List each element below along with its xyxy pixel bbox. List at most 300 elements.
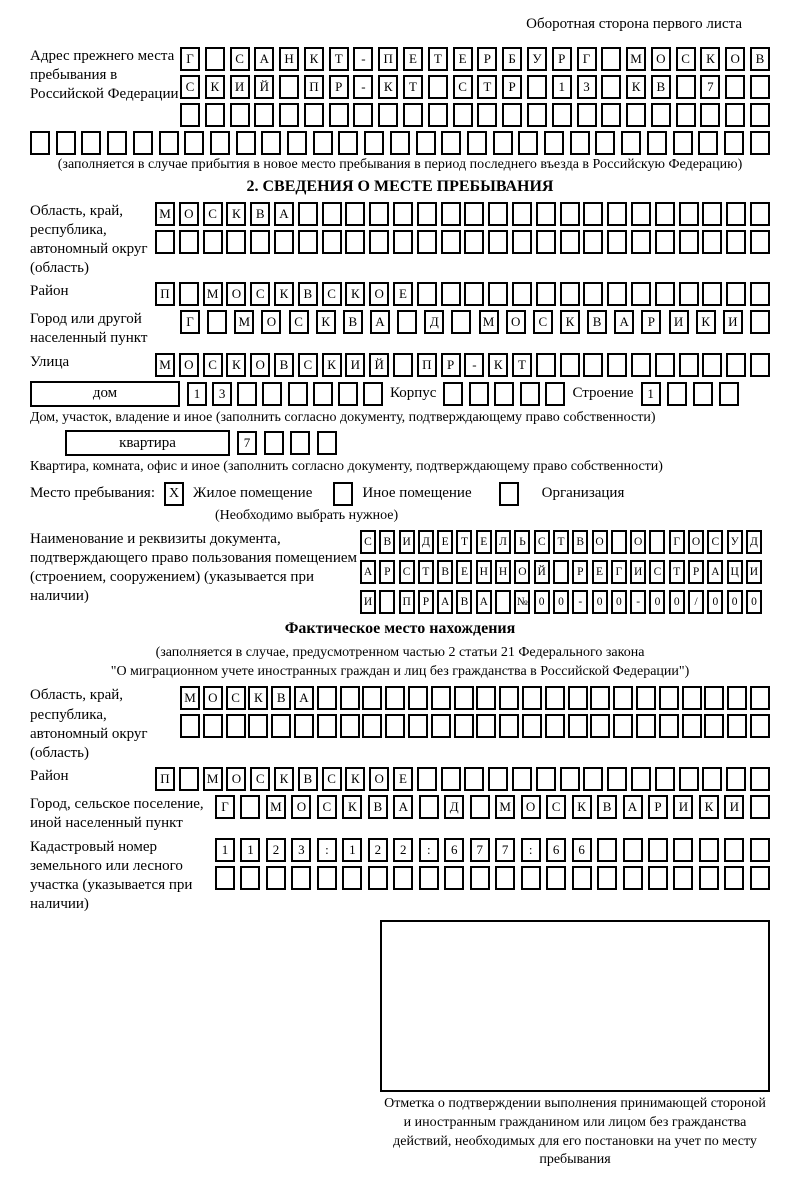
char-cell[interactable] — [502, 103, 522, 127]
char-cell[interactable] — [750, 838, 770, 862]
char-cell[interactable] — [179, 767, 199, 791]
char-cell[interactable] — [266, 866, 286, 890]
char-cell[interactable]: В — [379, 530, 395, 554]
char-cell[interactable] — [417, 202, 437, 226]
char-cell[interactable] — [408, 686, 428, 710]
char-cell[interactable]: 3 — [291, 838, 311, 862]
char-cell[interactable] — [464, 282, 484, 306]
char-cell[interactable] — [453, 103, 473, 127]
char-cell[interactable]: 0 — [746, 590, 762, 614]
char-cell[interactable] — [397, 310, 417, 334]
char-cell[interactable] — [659, 714, 679, 738]
char-cell[interactable]: 2 — [393, 838, 413, 862]
char-cell[interactable]: У — [527, 47, 547, 71]
char-cell[interactable] — [750, 282, 770, 306]
char-cell[interactable] — [682, 686, 702, 710]
char-cell[interactable] — [364, 131, 384, 155]
char-cell[interactable]: Б — [502, 47, 522, 71]
char-cell[interactable]: С — [226, 686, 246, 710]
char-cell[interactable]: Д — [418, 530, 434, 554]
char-cell[interactable]: Д — [444, 795, 464, 819]
char-cell[interactable]: О — [514, 560, 530, 584]
char-cell[interactable] — [702, 202, 722, 226]
char-cell[interactable] — [477, 103, 497, 127]
char-cell[interactable]: - — [572, 590, 588, 614]
char-cell[interactable] — [369, 230, 389, 254]
char-cell[interactable]: 2 — [368, 838, 388, 862]
char-cell[interactable]: Т — [477, 75, 497, 99]
char-cell[interactable]: Е — [393, 767, 413, 791]
char-cell[interactable]: Р — [572, 560, 588, 584]
char-cell[interactable]: Г — [611, 560, 627, 584]
char-cell[interactable] — [583, 353, 603, 377]
char-cell[interactable] — [210, 131, 230, 155]
char-cell[interactable] — [631, 282, 651, 306]
char-cell[interactable] — [205, 103, 225, 127]
char-cell[interactable]: Е — [456, 560, 472, 584]
char-cell[interactable]: 3 — [577, 75, 597, 99]
char-cell[interactable]: Р — [441, 353, 461, 377]
char-cell[interactable] — [702, 282, 722, 306]
char-cell[interactable] — [441, 767, 461, 791]
char-cell[interactable] — [648, 866, 668, 890]
char-cell[interactable] — [476, 686, 496, 710]
char-cell[interactable] — [428, 103, 448, 127]
char-cell[interactable]: О — [261, 310, 281, 334]
char-cell[interactable]: П — [304, 75, 324, 99]
char-cell[interactable] — [655, 353, 675, 377]
char-cell[interactable] — [704, 686, 724, 710]
char-cell[interactable] — [441, 282, 461, 306]
char-cell[interactable] — [544, 131, 564, 155]
char-cell[interactable] — [621, 131, 641, 155]
char-cell[interactable]: 3 — [212, 382, 232, 406]
char-cell[interactable] — [667, 382, 687, 406]
char-cell[interactable]: А — [393, 795, 413, 819]
char-cell[interactable] — [203, 230, 223, 254]
char-cell[interactable] — [536, 230, 556, 254]
char-cell[interactable] — [390, 131, 410, 155]
char-cell[interactable] — [595, 131, 615, 155]
char-cell[interactable] — [431, 714, 451, 738]
char-cell[interactable]: В — [298, 767, 318, 791]
char-cell[interactable]: Е — [453, 47, 473, 71]
char-cell[interactable]: С — [289, 310, 309, 334]
char-cell[interactable]: Т — [669, 560, 685, 584]
char-cell[interactable]: И — [345, 353, 365, 377]
char-cell[interactable] — [342, 866, 362, 890]
char-cell[interactable]: 0 — [669, 590, 685, 614]
char-cell[interactable]: С — [203, 202, 223, 226]
document-row-2[interactable] — [360, 560, 762, 584]
char-cell[interactable]: О — [291, 795, 311, 819]
char-cell[interactable] — [750, 866, 770, 890]
char-cell[interactable]: Т — [403, 75, 423, 99]
char-cell[interactable]: В — [587, 310, 607, 334]
char-cell[interactable]: 7 — [237, 431, 257, 455]
char-cell[interactable]: У — [727, 530, 743, 554]
char-cell[interactable] — [291, 866, 311, 890]
char-cell[interactable]: А — [623, 795, 643, 819]
char-cell[interactable] — [294, 714, 314, 738]
char-cell[interactable] — [655, 282, 675, 306]
char-cell[interactable] — [631, 202, 651, 226]
char-cell[interactable]: Е — [592, 560, 608, 584]
char-cell[interactable]: С — [534, 530, 550, 554]
char-cell[interactable]: К — [345, 767, 365, 791]
char-cell[interactable]: А — [707, 560, 723, 584]
char-cell[interactable]: Г — [577, 47, 597, 71]
char-cell[interactable] — [159, 131, 179, 155]
stroenie-row[interactable] — [641, 382, 739, 406]
char-cell[interactable]: Г — [215, 795, 235, 819]
char-cell[interactable] — [363, 382, 383, 406]
char-cell[interactable]: : — [419, 838, 439, 862]
char-cell[interactable] — [583, 202, 603, 226]
char-cell[interactable]: М — [495, 795, 515, 819]
char-cell[interactable] — [673, 866, 693, 890]
char-cell[interactable]: А — [294, 686, 314, 710]
char-cell[interactable] — [636, 686, 656, 710]
char-cell[interactable]: И — [723, 310, 743, 334]
char-cell[interactable] — [647, 131, 667, 155]
char-cell[interactable] — [417, 230, 437, 254]
char-cell[interactable] — [522, 714, 542, 738]
char-cell[interactable] — [655, 767, 675, 791]
char-cell[interactable] — [179, 230, 199, 254]
char-cell[interactable]: О — [521, 795, 541, 819]
char-cell[interactable] — [279, 75, 299, 99]
char-cell[interactable] — [329, 103, 349, 127]
char-cell[interactable]: Р — [552, 47, 572, 71]
char-cell[interactable] — [520, 382, 540, 406]
char-cell[interactable] — [750, 686, 770, 710]
char-cell[interactable]: П — [155, 767, 175, 791]
char-cell[interactable]: Т — [418, 560, 434, 584]
char-cell[interactable]: А — [274, 202, 294, 226]
char-cell[interactable]: О — [250, 353, 270, 377]
char-cell[interactable]: Т — [329, 47, 349, 71]
s2-district-row[interactable] — [155, 282, 770, 306]
char-cell[interactable]: А — [370, 310, 390, 334]
char-cell[interactable] — [700, 103, 720, 127]
char-cell[interactable] — [451, 310, 471, 334]
s2-street-row[interactable] — [155, 353, 770, 377]
char-cell[interactable] — [428, 75, 448, 99]
char-cell[interactable]: В — [271, 686, 291, 710]
char-cell[interactable]: П — [378, 47, 398, 71]
char-cell[interactable] — [107, 131, 127, 155]
char-cell[interactable]: О — [630, 530, 646, 554]
char-cell[interactable] — [279, 103, 299, 127]
char-cell[interactable]: К — [626, 75, 646, 99]
char-cell[interactable]: К — [226, 353, 246, 377]
char-cell[interactable] — [313, 382, 333, 406]
char-cell[interactable] — [298, 202, 318, 226]
char-cell[interactable] — [304, 103, 324, 127]
char-cell[interactable]: М — [234, 310, 254, 334]
char-cell[interactable] — [631, 230, 651, 254]
char-cell[interactable] — [369, 202, 389, 226]
char-cell[interactable]: О — [369, 282, 389, 306]
apartment-number-row[interactable] — [237, 431, 337, 455]
char-cell[interactable] — [553, 560, 569, 584]
char-cell[interactable]: : — [317, 838, 337, 862]
char-cell[interactable] — [378, 103, 398, 127]
char-cell[interactable]: В — [343, 310, 363, 334]
char-cell[interactable] — [750, 202, 770, 226]
char-cell[interactable]: К — [342, 795, 362, 819]
char-cell[interactable]: 1 — [187, 382, 207, 406]
char-cell[interactable] — [560, 202, 580, 226]
char-cell[interactable]: С — [322, 767, 342, 791]
char-cell[interactable] — [385, 686, 405, 710]
char-cell[interactable] — [521, 866, 541, 890]
char-cell[interactable] — [340, 714, 360, 738]
char-cell[interactable] — [403, 103, 423, 127]
prev-address-row-4[interactable] — [30, 131, 770, 155]
char-cell[interactable]: С — [707, 530, 723, 554]
char-cell[interactable] — [203, 714, 223, 738]
char-cell[interactable]: В — [750, 47, 770, 71]
char-cell[interactable]: О — [592, 530, 608, 554]
char-cell[interactable]: В — [250, 202, 270, 226]
char-cell[interactable] — [570, 131, 590, 155]
char-cell[interactable] — [454, 714, 474, 738]
char-cell[interactable]: 7 — [495, 838, 515, 862]
char-cell[interactable]: О — [203, 686, 223, 710]
prev-address-row-3[interactable] — [180, 103, 770, 127]
char-cell[interactable]: К — [274, 767, 294, 791]
char-cell[interactable] — [322, 202, 342, 226]
char-cell[interactable]: К — [304, 47, 324, 71]
char-cell[interactable]: С — [322, 282, 342, 306]
char-cell[interactable] — [230, 103, 250, 127]
char-cell[interactable] — [379, 590, 395, 614]
prev-address-row-2[interactable] — [180, 75, 770, 99]
char-cell[interactable] — [236, 131, 256, 155]
char-cell[interactable] — [467, 131, 487, 155]
char-cell[interactable]: А — [614, 310, 634, 334]
char-cell[interactable] — [464, 202, 484, 226]
char-cell[interactable] — [368, 866, 388, 890]
char-cell[interactable] — [431, 686, 451, 710]
char-cell[interactable]: 6 — [546, 838, 566, 862]
char-cell[interactable] — [702, 767, 722, 791]
char-cell[interactable]: 2 — [266, 838, 286, 862]
char-cell[interactable] — [179, 282, 199, 306]
char-cell[interactable] — [560, 767, 580, 791]
char-cell[interactable] — [226, 714, 246, 738]
char-cell[interactable]: Е — [393, 282, 413, 306]
char-cell[interactable] — [527, 75, 547, 99]
char-cell[interactable] — [726, 282, 746, 306]
char-cell[interactable] — [727, 686, 747, 710]
char-cell[interactable]: 6 — [572, 838, 592, 862]
char-cell[interactable]: Й — [369, 353, 389, 377]
document-row-3[interactable] — [360, 590, 762, 614]
char-cell[interactable] — [724, 131, 744, 155]
char-cell[interactable] — [499, 686, 519, 710]
char-cell[interactable] — [676, 103, 696, 127]
char-cell[interactable]: - — [630, 590, 646, 614]
char-cell[interactable] — [597, 866, 617, 890]
char-cell[interactable] — [419, 795, 439, 819]
char-cell[interactable] — [261, 131, 281, 155]
char-cell[interactable] — [536, 202, 556, 226]
char-cell[interactable]: Е — [403, 47, 423, 71]
char-cell[interactable] — [693, 382, 713, 406]
char-cell[interactable]: Т — [456, 530, 472, 554]
char-cell[interactable]: 7 — [700, 75, 720, 99]
char-cell[interactable] — [470, 795, 490, 819]
char-cell[interactable] — [488, 282, 508, 306]
char-cell[interactable]: В — [597, 795, 617, 819]
char-cell[interactable]: О — [688, 530, 704, 554]
char-cell[interactable] — [495, 866, 515, 890]
char-cell[interactable] — [750, 230, 770, 254]
char-cell[interactable] — [545, 382, 565, 406]
char-cell[interactable] — [495, 590, 511, 614]
char-cell[interactable] — [271, 714, 291, 738]
char-cell[interactable] — [469, 382, 489, 406]
char-cell[interactable] — [560, 230, 580, 254]
char-cell[interactable] — [626, 103, 646, 127]
char-cell[interactable] — [393, 353, 413, 377]
char-cell[interactable]: Д — [424, 310, 444, 334]
char-cell[interactable] — [338, 382, 358, 406]
char-cell[interactable]: С — [298, 353, 318, 377]
char-cell[interactable] — [417, 282, 437, 306]
char-cell[interactable]: С — [676, 47, 696, 71]
char-cell[interactable] — [698, 131, 718, 155]
s2-city-row[interactable] — [180, 310, 770, 334]
char-cell[interactable]: К — [274, 282, 294, 306]
char-cell[interactable]: С — [533, 310, 553, 334]
char-cell[interactable]: С — [230, 47, 250, 71]
char-cell[interactable] — [726, 353, 746, 377]
char-cell[interactable] — [560, 282, 580, 306]
char-cell[interactable]: Р — [648, 795, 668, 819]
char-cell[interactable]: С — [649, 560, 665, 584]
char-cell[interactable]: 1 — [552, 75, 572, 99]
char-cell[interactable]: 1 — [240, 838, 260, 862]
char-cell[interactable] — [583, 767, 603, 791]
char-cell[interactable] — [288, 382, 308, 406]
char-cell[interactable] — [290, 431, 310, 455]
char-cell[interactable] — [464, 230, 484, 254]
char-cell[interactable] — [262, 382, 282, 406]
char-cell[interactable] — [345, 202, 365, 226]
char-cell[interactable] — [133, 131, 153, 155]
char-cell[interactable]: К — [322, 353, 342, 377]
char-cell[interactable]: Д — [746, 530, 762, 554]
char-cell[interactable] — [702, 230, 722, 254]
char-cell[interactable] — [659, 686, 679, 710]
char-cell[interactable] — [676, 75, 696, 99]
char-cell[interactable] — [607, 767, 627, 791]
char-cell[interactable]: Г — [180, 47, 200, 71]
char-cell[interactable]: О — [179, 202, 199, 226]
s2-region-row-2[interactable] — [155, 230, 770, 254]
char-cell[interactable]: О — [369, 767, 389, 791]
char-cell[interactable]: М — [155, 202, 175, 226]
char-cell[interactable] — [725, 103, 745, 127]
char-cell[interactable]: М — [479, 310, 499, 334]
char-cell[interactable] — [184, 131, 204, 155]
char-cell[interactable]: В — [651, 75, 671, 99]
char-cell[interactable] — [81, 131, 101, 155]
char-cell[interactable] — [512, 767, 532, 791]
char-cell[interactable]: № — [514, 590, 530, 614]
char-cell[interactable] — [750, 714, 770, 738]
char-cell[interactable]: Т — [428, 47, 448, 71]
char-cell[interactable]: К — [700, 47, 720, 71]
char-cell[interactable]: С — [399, 560, 415, 584]
char-cell[interactable]: Ц — [727, 560, 743, 584]
char-cell[interactable]: М — [203, 767, 223, 791]
char-cell[interactable] — [393, 866, 413, 890]
char-cell[interactable] — [636, 714, 656, 738]
char-cell[interactable] — [512, 202, 532, 226]
char-cell[interactable] — [215, 866, 235, 890]
char-cell[interactable] — [601, 75, 621, 99]
char-cell[interactable] — [583, 230, 603, 254]
char-cell[interactable] — [441, 202, 461, 226]
char-cell[interactable] — [623, 838, 643, 862]
char-cell[interactable]: - — [353, 75, 373, 99]
char-cell[interactable] — [393, 230, 413, 254]
char-cell[interactable] — [725, 75, 745, 99]
char-cell[interactable] — [254, 103, 274, 127]
char-cell[interactable] — [560, 353, 580, 377]
char-cell[interactable] — [362, 686, 382, 710]
char-cell[interactable] — [237, 382, 257, 406]
char-cell[interactable] — [673, 838, 693, 862]
char-cell[interactable] — [419, 866, 439, 890]
char-cell[interactable] — [679, 282, 699, 306]
char-cell[interactable] — [317, 866, 337, 890]
char-cell[interactable] — [704, 714, 724, 738]
char-cell[interactable] — [454, 686, 474, 710]
char-cell[interactable]: 0 — [611, 590, 627, 614]
char-cell[interactable] — [340, 686, 360, 710]
char-cell[interactable] — [545, 686, 565, 710]
char-cell[interactable] — [648, 838, 668, 862]
char-cell[interactable]: Е — [437, 530, 453, 554]
char-cell[interactable] — [679, 230, 699, 254]
char-cell[interactable]: И — [673, 795, 693, 819]
char-cell[interactable]: Р — [477, 47, 497, 71]
char-cell[interactable] — [597, 838, 617, 862]
char-cell[interactable]: 0 — [649, 590, 665, 614]
char-cell[interactable]: К — [316, 310, 336, 334]
apartment-type-box[interactable]: квартира — [65, 430, 230, 456]
char-cell[interactable] — [623, 866, 643, 890]
char-cell[interactable]: В — [456, 590, 472, 614]
char-cell[interactable] — [727, 714, 747, 738]
char-cell[interactable] — [601, 47, 621, 71]
char-cell[interactable]: С — [250, 767, 270, 791]
char-cell[interactable] — [631, 353, 651, 377]
char-cell[interactable] — [338, 131, 358, 155]
char-cell[interactable] — [607, 230, 627, 254]
other-premises-checkbox[interactable] — [333, 482, 353, 506]
char-cell[interactable]: Р — [379, 560, 395, 584]
char-cell[interactable]: И — [669, 310, 689, 334]
char-cell[interactable] — [441, 131, 461, 155]
char-cell[interactable] — [590, 686, 610, 710]
